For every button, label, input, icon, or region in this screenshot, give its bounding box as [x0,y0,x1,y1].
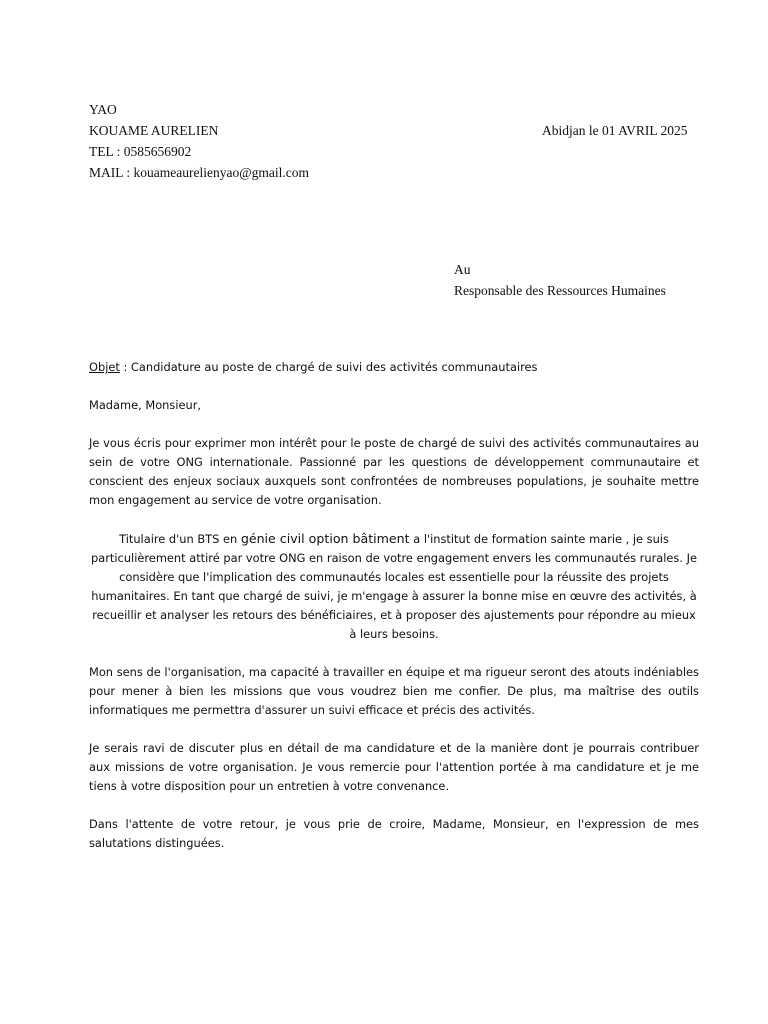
paragraph-availability: Je serais ravi de discuter plus en détail de ma candidature et de la manière dont je pourrais contribuer aux missions de votre organisation. Je vous remercie pour l'attention portée à ma candidature et je me tiens à votre disposition pour un entretien à votre convenance. [89,741,699,793]
qualifications-part1: Titulaire d'un BTS en [119,532,241,546]
salutation: Madame, Monsieur, [89,398,202,412]
recipient-block [454,259,666,301]
paragraph-closing: Dans l'attente de votre retour, je vous prie de croire, Madame, Monsieur, en l'expression de mes salutations distinguées. [89,817,699,850]
subject-label: Objet [89,360,120,374]
paragraph-qualifications [89,529,699,644]
sender-full-name: KOUAME AURELIEN [89,123,219,138]
recipient-title: Responsable des Ressources Humaines [454,283,666,298]
sender-block [89,99,309,183]
sender-phone: TEL : 0585656902 [89,144,192,159]
sender-first-name: YAO [89,102,117,117]
letter-body [89,358,699,872]
recipient-prefix: Au [454,262,471,277]
subject-text: : Candidature au poste de chargé de suivi des activités communautaires [119,360,538,374]
letter-date: Abidjan le 01 AVRIL 2025 [542,123,688,138]
qualifications-degree: génie civil option bâtiment [240,531,410,546]
paragraph-intro: Je vous écris pour exprimer mon intérêt pour le poste de chargé de suivi des activités communautaires au sein de votre ONG internationale. Passionné par les questions de développement communautaire et conscient des enjeux sociaux auxquels sont confrontées de nombreuses populations, je souhaite mettre mon engagement au service de votre organisation. [89,436,699,507]
sender-email: MAIL : kouameaurelienyao@gmail.com [89,165,309,180]
qualifications-part2: a l'institut de formation sainte marie , je suis particulièrement attiré par votre ONG en raison de votre engagement envers les communautés rurales. Je considère que l'implication des communautés locales est essentielle pour la réussite des projets humanitaires. En tant que chargé de suivi, je m'engage à assurer la bonne mise en œuvre des activités, à recueillir et analyser les retours des bénéficiaires, et à proposer des ajustements pour répondre au mieux à leurs besoins. [91,532,697,641]
paragraph-skills: Mon sens de l'organisation, ma capacité à travailler en équipe et ma rigueur seront des atouts indéniables pour mener à bien les missions que vous voudrez bien me confier. De plus, ma maîtrise des outils informatiques me permettra d'assurer un suivi efficace et précis des activités. [89,665,699,717]
subject-line [89,358,699,377]
